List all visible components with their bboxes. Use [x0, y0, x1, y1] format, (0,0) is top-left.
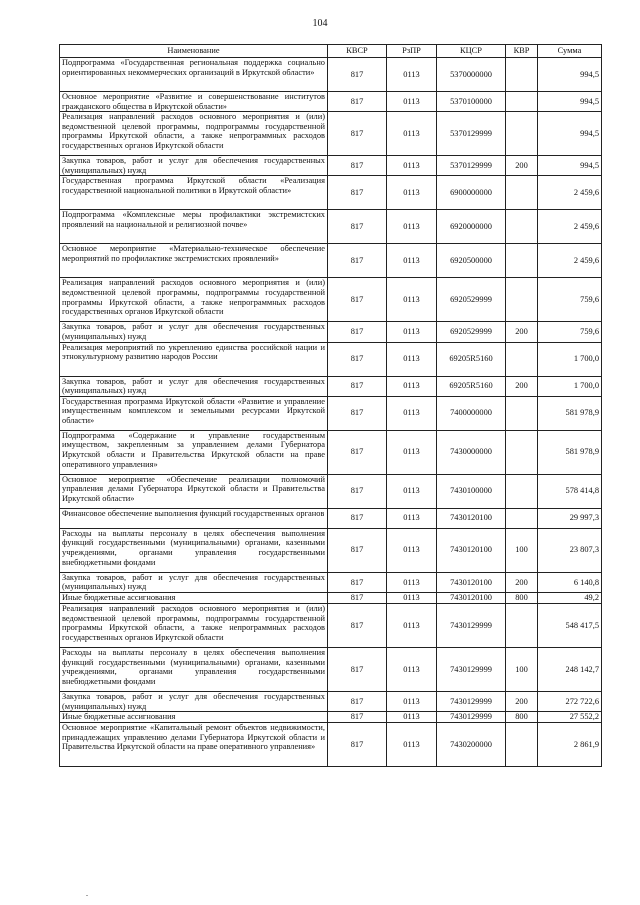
- cell-kvr: [506, 474, 538, 508]
- cell-rzpr: 0113: [387, 508, 437, 528]
- cell-kvsr: 817: [328, 210, 387, 244]
- cell-sum: 272 722,6: [538, 691, 602, 711]
- cell-sum: 248 142,7: [538, 647, 602, 691]
- cell-kvr: 800: [506, 592, 538, 603]
- table-header-row: [60, 45, 602, 58]
- cell-kvsr: 817: [328, 528, 387, 572]
- cell-kcsr: 7400000000: [437, 396, 506, 430]
- cell-kcsr: 7430000000: [437, 430, 506, 474]
- cell-name: Государственная программа Иркутской области «Развитие и управление имущественным комплексом и земельными ресурсами Иркутской области»: [60, 396, 328, 430]
- cell-name: Подпрограмма «Комплексные меры профилактики экстремистских проявлений на национальной и религиозной почве»: [60, 210, 328, 244]
- cell-kvsr: 817: [328, 647, 387, 691]
- cell-sum: 581 978,9: [538, 396, 602, 430]
- cell-rzpr: 0113: [387, 528, 437, 572]
- cell-kvr: [506, 723, 538, 767]
- cell-name: Подпрограмма «Содержание и управление государственным имуществом, закрепленным за управлением делами Губернатора Иркутской области и Правительства Иркутской области на праве оперативного управления»: [60, 430, 328, 474]
- cell-rzpr: 0113: [387, 58, 437, 92]
- page-number: 104: [312, 18, 328, 29]
- cell-kvr: [506, 278, 538, 322]
- table-row: [60, 244, 602, 278]
- cell-kvsr: 817: [328, 322, 387, 342]
- table-row: [60, 278, 602, 322]
- cell-kvr: [506, 342, 538, 376]
- cell-sum: 2 459,6: [538, 244, 602, 278]
- cell-kcsr: 7430129999: [437, 647, 506, 691]
- cell-sum: 2 459,6: [538, 210, 602, 244]
- column-header-kcsr: КЦСР: [437, 45, 506, 58]
- table-row: [60, 723, 602, 767]
- cell-name: Реализация направлений расходов основного мероприятия и (или) ведомственной целевой программы, подпрограммы государственной программы Иркутской области, а также непрограммных расходов государственных органов Иркутской области: [60, 278, 328, 322]
- cell-kvr: 200: [506, 322, 538, 342]
- cell-kvsr: 817: [328, 244, 387, 278]
- cell-kvsr: 817: [328, 156, 387, 176]
- cell-kcsr: 7430120100: [437, 528, 506, 572]
- table-body: [60, 58, 602, 767]
- cell-name: Реализация направлений расходов основного мероприятия и (или) ведомственной целевой программы, подпрограммы государственной программы Иркутской области, а также непрограммных расходов государственных органов Иркутской области: [60, 603, 328, 647]
- cell-kvsr: 817: [328, 92, 387, 112]
- cell-rzpr: 0113: [387, 647, 437, 691]
- table-row: [60, 603, 602, 647]
- cell-kvr: 100: [506, 647, 538, 691]
- table-row: [60, 572, 602, 592]
- cell-kvr: 200: [506, 376, 538, 396]
- cell-kvr: 200: [506, 156, 538, 176]
- cell-rzpr: 0113: [387, 92, 437, 112]
- cell-kvr: [506, 396, 538, 430]
- cell-rzpr: 0113: [387, 112, 437, 156]
- column-header-name: Наименование: [60, 45, 328, 58]
- cell-name: Закупка товаров, работ и услуг для обеспечения государственных (муниципальных) нужд: [60, 691, 328, 711]
- cell-sum: 29 997,3: [538, 508, 602, 528]
- table-row: [60, 156, 602, 176]
- cell-sum: 994,5: [538, 156, 602, 176]
- cell-kvsr: 817: [328, 691, 387, 711]
- cell-sum: 2 459,6: [538, 176, 602, 210]
- table-row: [60, 92, 602, 112]
- cell-sum: 994,5: [538, 112, 602, 156]
- cell-name: Закупка товаров, работ и услуг для обеспечения государственных (муниципальных) нужд: [60, 322, 328, 342]
- cell-name: Реализация мероприятий по укреплению единства российской нации и этнокультурному развитию народов России: [60, 342, 328, 376]
- cell-kcsr: 7430129999: [437, 712, 506, 723]
- cell-kvsr: 817: [328, 723, 387, 767]
- cell-kvsr: 817: [328, 112, 387, 156]
- cell-kvr: [506, 58, 538, 92]
- table-row: [60, 322, 602, 342]
- table-row: [60, 376, 602, 396]
- cell-kcsr: 6900000000: [437, 176, 506, 210]
- cell-rzpr: 0113: [387, 376, 437, 396]
- cell-kcsr: 7430200000: [437, 723, 506, 767]
- cell-name: Иные бюджетные ассигнования: [60, 712, 328, 723]
- table-row: [60, 396, 602, 430]
- cell-kvsr: 817: [328, 396, 387, 430]
- cell-name: Закупка товаров, работ и услуг для обеспечения государственных (муниципальных) нужд: [60, 156, 328, 176]
- cell-name: Основное мероприятие «Развитие и совершенствование институтов гражданского общества в Иркутской области»: [60, 92, 328, 112]
- cell-kcsr: 69205R5160: [437, 376, 506, 396]
- cell-name: Основное мероприятие «Капитальный ремонт объектов недвижимости, принадлежащих управлению делами Губернатора Иркутской области и Правительства Иркутской области на праве оперативного управления»: [60, 723, 328, 767]
- cell-kvsr: 817: [328, 430, 387, 474]
- cell-rzpr: 0113: [387, 210, 437, 244]
- cell-rzpr: 0113: [387, 176, 437, 210]
- cell-name: Иные бюджетные ассигнования: [60, 592, 328, 603]
- cell-name: Подпрограмма «Государственная региональная поддержка социально ориентированных некоммерческих организаций в Иркутской области»: [60, 58, 328, 92]
- cell-rzpr: 0113: [387, 244, 437, 278]
- cell-sum: 49,2: [538, 592, 602, 603]
- budget-table: [59, 44, 602, 767]
- cell-name: Реализация направлений расходов основного мероприятия и (или) ведомственной целевой программы, подпрограммы государственной программы Иркутской области, а также непрограммных расходов государственных органов Иркутской области: [60, 112, 328, 156]
- cell-rzpr: 0113: [387, 396, 437, 430]
- cell-name: Расходы на выплаты персоналу в целях обеспечения выполнения функций государственными (муниципальными) органами, казенными учреждениями, органами управления государственными внебюджетными фондами: [60, 647, 328, 691]
- cell-sum: 1 700,0: [538, 342, 602, 376]
- cell-kcsr: 7430129999: [437, 691, 506, 711]
- cell-sum: 759,6: [538, 322, 602, 342]
- table-row: [60, 430, 602, 474]
- cell-rzpr: 0113: [387, 278, 437, 322]
- cell-name: Основное мероприятие «Материально-техническое обеспечение мероприятий по профилактике экстремистских проявлений»: [60, 244, 328, 278]
- cell-kvr: 100: [506, 528, 538, 572]
- cell-kcsr: 69205R5160: [437, 342, 506, 376]
- cell-sum: 27 552,2: [538, 712, 602, 723]
- cell-sum: 548 417,5: [538, 603, 602, 647]
- table-row: [60, 210, 602, 244]
- cell-rzpr: 0113: [387, 156, 437, 176]
- cell-rzpr: 0113: [387, 712, 437, 723]
- table-row: [60, 58, 602, 92]
- cell-sum: 23 807,3: [538, 528, 602, 572]
- cell-sum: 581 978,9: [538, 430, 602, 474]
- cell-sum: 994,5: [538, 92, 602, 112]
- column-header-kvr: КВР: [506, 45, 538, 58]
- cell-rzpr: 0113: [387, 430, 437, 474]
- cell-name: Финансовое обеспечение выполнения функций государственных органов: [60, 508, 328, 528]
- cell-kvr: 200: [506, 572, 538, 592]
- table-row: [60, 112, 602, 156]
- table-row: [60, 647, 602, 691]
- cell-kcsr: 7430120100: [437, 592, 506, 603]
- cell-rzpr: 0113: [387, 342, 437, 376]
- cell-rzpr: 0113: [387, 723, 437, 767]
- cell-rzpr: 0113: [387, 603, 437, 647]
- cell-kvsr: 817: [328, 712, 387, 723]
- cell-kvsr: 817: [328, 508, 387, 528]
- cell-sum: 1 700,0: [538, 376, 602, 396]
- cell-name: Государственная программа Иркутской области «Реализация государственной национальной политики в Иркутской области»: [60, 176, 328, 210]
- cell-kvsr: 817: [328, 592, 387, 603]
- cell-kvr: [506, 430, 538, 474]
- cell-kvr: 800: [506, 712, 538, 723]
- cell-kcsr: 7430129999: [437, 603, 506, 647]
- table-row: [60, 508, 602, 528]
- cell-sum: 6 140,8: [538, 572, 602, 592]
- column-header-rzpr: РзПР: [387, 45, 437, 58]
- cell-kcsr: 5370129999: [437, 156, 506, 176]
- cell-rzpr: 0113: [387, 572, 437, 592]
- cell-kcsr: 5370000000: [437, 58, 506, 92]
- table-row: [60, 528, 602, 572]
- cell-name: Основное мероприятие «Обеспечение реализации полномочий управления делами Губернатора Иркутской области и Правительства Иркутской области»: [60, 474, 328, 508]
- cell-sum: 578 414,8: [538, 474, 602, 508]
- cell-kvsr: 817: [328, 342, 387, 376]
- cell-kcsr: 5370100000: [437, 92, 506, 112]
- cell-kcsr: 7430100000: [437, 474, 506, 508]
- cell-rzpr: 0113: [387, 691, 437, 711]
- cell-name: Закупка товаров, работ и услуг для обеспечения государственных (муниципальных) нужд: [60, 376, 328, 396]
- table-row: [60, 712, 602, 723]
- table-row: [60, 342, 602, 376]
- cell-kvr: [506, 92, 538, 112]
- cell-kvsr: 817: [328, 474, 387, 508]
- cell-sum: 759,6: [538, 278, 602, 322]
- cell-rzpr: 0113: [387, 474, 437, 508]
- cell-rzpr: 0113: [387, 322, 437, 342]
- cell-kvsr: 817: [328, 603, 387, 647]
- cell-sum: 2 861,9: [538, 723, 602, 767]
- cell-kvsr: 817: [328, 572, 387, 592]
- cell-kvsr: 817: [328, 376, 387, 396]
- cell-kvr: [506, 244, 538, 278]
- table-row: [60, 474, 602, 508]
- cell-kcsr: 6920529999: [437, 278, 506, 322]
- column-header-kvsr: КВСР: [328, 45, 387, 58]
- column-header-sum: Сумма: [538, 45, 602, 58]
- table-row: [60, 592, 602, 603]
- cell-kvr: [506, 210, 538, 244]
- cell-kvr: [506, 603, 538, 647]
- cell-kvr: [506, 508, 538, 528]
- cell-kvsr: 817: [328, 278, 387, 322]
- cell-kvr: [506, 176, 538, 210]
- cell-sum: 994,5: [538, 58, 602, 92]
- cell-name: Расходы на выплаты персоналу в целях обеспечения выполнения функций государственными (муниципальными) органами, казенными учреждениями, органами управления государственными внебюджетными фондами: [60, 528, 328, 572]
- table-row: [60, 691, 602, 711]
- cell-kvsr: 817: [328, 58, 387, 92]
- bottom-mark: .: [86, 889, 88, 898]
- cell-kvsr: 817: [328, 176, 387, 210]
- cell-kcsr: 6920529999: [437, 322, 506, 342]
- cell-kcsr: 5370129999: [437, 112, 506, 156]
- cell-kcsr: 6920000000: [437, 210, 506, 244]
- cell-name: Закупка товаров, работ и услуг для обеспечения государственных (муниципальных) нужд: [60, 572, 328, 592]
- table-row: [60, 176, 602, 210]
- cell-kcsr: 6920500000: [437, 244, 506, 278]
- cell-kvr: [506, 112, 538, 156]
- cell-kvr: 200: [506, 691, 538, 711]
- cell-kcsr: 7430120100: [437, 508, 506, 528]
- cell-kcsr: 7430120100: [437, 572, 506, 592]
- cell-rzpr: 0113: [387, 592, 437, 603]
